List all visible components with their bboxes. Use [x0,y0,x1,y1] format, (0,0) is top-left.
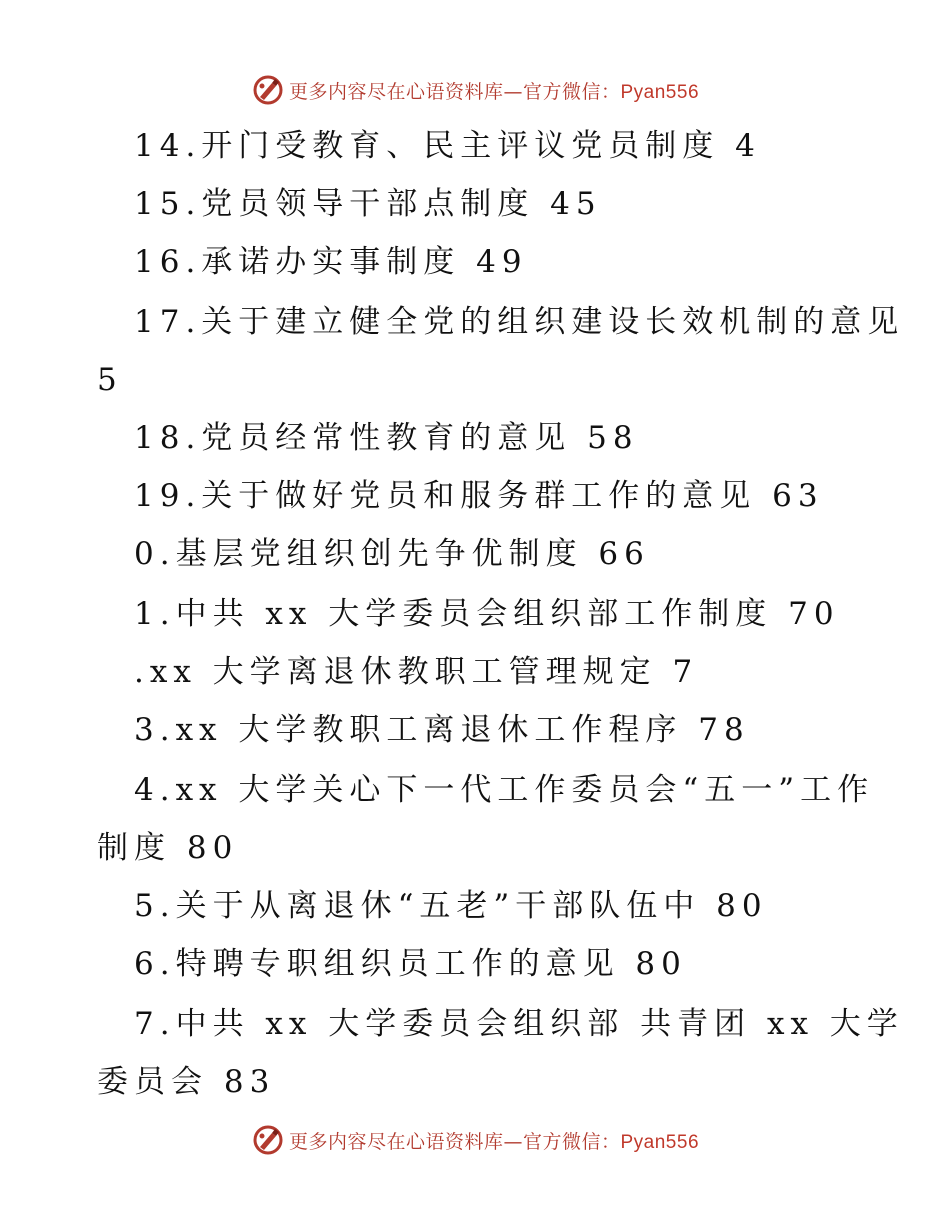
banner-contact-handle: Pyan556 [620,81,700,103]
toc-line: 4.xx 大学关心下一代工作委员会“五一”工作 [134,772,875,808]
toc-line: 0.基层党组织创先争优制度 66 [134,536,650,572]
toc-line: 1.中共 xx 大学委员会组织部工作制度 70 [134,596,840,632]
banner-title: 更多内容尽在心语资料库 [288,1130,504,1153]
toc-line: 17.关于建立健全党的组织建设长效机制的意见 [134,304,905,340]
toc-line: 15.党员领导干部点制度 45 [134,186,602,222]
banner-separator: — [503,80,523,103]
banner-contact-label: 官方微信： [522,1130,621,1153]
toc-line: 6.特聘专职组织员工作的意见 80 [134,946,687,982]
pen-logo-icon [251,1123,285,1157]
banner-title: 更多内容尽在心语资料库 [288,80,504,103]
toc-line: 7.中共 xx 大学委员会组织部 共青团 xx 大学 [134,1006,904,1042]
footer-banner-text [289,1127,699,1154]
toc-line: 18.党员经常性教育的意见 58 [134,420,639,456]
footer-banner [0,1120,950,1160]
header-banner-text [289,77,699,104]
toc-line: 3.xx 大学教职工离退休工作程序 78 [134,712,750,748]
pen-logo-icon [251,73,285,107]
toc-line: 委员会 83 [97,1064,276,1100]
toc-line: 14.开门受教育、民主评议党员制度 4 [134,128,761,164]
banner-contact-handle: Pyan556 [620,1131,700,1153]
toc-line: 19.关于做好党员和服务群工作的意见 63 [134,478,824,514]
banner-contact-label: 官方微信： [522,80,621,103]
toc-line: 制度 80 [97,830,239,866]
toc-line: 5.关于从离退休“五老”干部队伍中 80 [134,888,768,924]
toc-line: 5 [97,362,123,398]
banner-separator: — [503,1130,523,1153]
toc-line: 16.承诺办实事制度 49 [134,244,528,280]
header-banner [0,70,950,110]
toc-line: .xx 大学离退休教职工管理规定 7 [134,654,699,690]
